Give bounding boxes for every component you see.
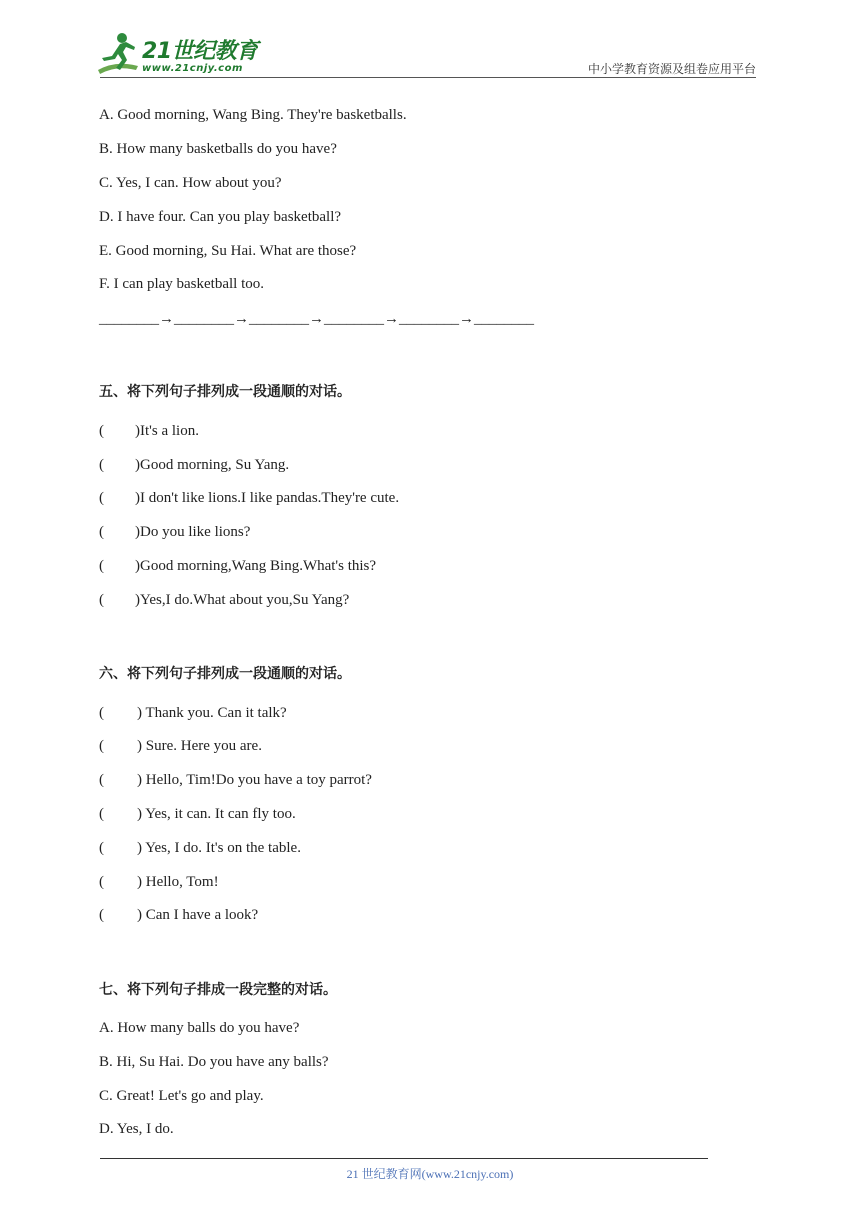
dialogue-item: ( )Do you like lions? xyxy=(99,524,251,540)
dialogue-item: ( ) Can I have a look? xyxy=(99,907,259,923)
dialogue-item: ( ) Yes, I do. It's on the table. xyxy=(99,840,301,856)
logo-text: 21世纪教育 xyxy=(142,39,258,64)
option-a: A. How many balls do you have? xyxy=(99,1020,300,1036)
option-d: D. I have four. Can you play basketball? xyxy=(99,209,342,225)
option-e: E. Good morning, Su Hai. What are those? xyxy=(99,243,357,259)
runner-logo-icon xyxy=(92,30,140,76)
page-header xyxy=(0,0,860,80)
dialogue-item: ( ) Sure. Here you are. xyxy=(99,738,262,754)
dialogue-item: ( )Good morning, Su Yang. xyxy=(99,457,290,473)
section-5-title: 五、将下列句子排列成一段通顺的对话。 xyxy=(99,384,351,400)
footer-divider xyxy=(100,1158,708,1159)
option-b: B. How many basketballs do you have? xyxy=(99,141,337,157)
dialogue-item: ( ) Yes, it can. It can fly too. xyxy=(99,806,296,822)
option-c: C. Yes, I can. How about you? xyxy=(99,175,282,191)
logo xyxy=(92,30,262,78)
dialogue-item: ( ) Hello, Tom! xyxy=(99,874,219,890)
footer-link[interactable]: 21 世纪教育网(www.21cnjy.com) xyxy=(346,1167,514,1181)
option-a: A. Good morning, Wang Bing. They're basketballs. xyxy=(99,107,407,123)
dialogue-item: ( )Good morning,Wang Bing.What's this? xyxy=(99,558,377,574)
dialogue-item: ( )Yes,I do.What about you,Su Yang? xyxy=(99,592,350,608)
dialogue-item: ( )It's a lion. xyxy=(99,423,199,439)
dialogue-item: ( ) Hello, Tim!Do you have a toy parrot? xyxy=(99,772,372,788)
section-7-title: 七、将下列句子排成一段完整的对话。 xyxy=(99,982,337,998)
option-b: B. Hi, Su Hai. Do you have any balls? xyxy=(99,1054,329,1070)
option-c: C. Great! Let's go and play. xyxy=(99,1088,264,1104)
option-d: D. Yes, I do. xyxy=(99,1121,174,1137)
option-f: F. I can play basketball too. xyxy=(99,276,265,292)
logo-url: www.21cnjy.com xyxy=(142,63,243,74)
header-divider xyxy=(100,77,756,78)
answer-sequence-line: ________→________→________→________→________→________ xyxy=(99,311,534,327)
header-tagline: 中小学教育资源及组卷应用平台 xyxy=(587,62,756,76)
dialogue-item: ( )I don't like lions.I like pandas.They're cute. xyxy=(99,490,400,506)
section-6-title: 六、将下列句子排列成一段通顺的对话。 xyxy=(99,666,351,682)
dialogue-item: ( ) Thank you. Can it talk? xyxy=(99,705,287,721)
